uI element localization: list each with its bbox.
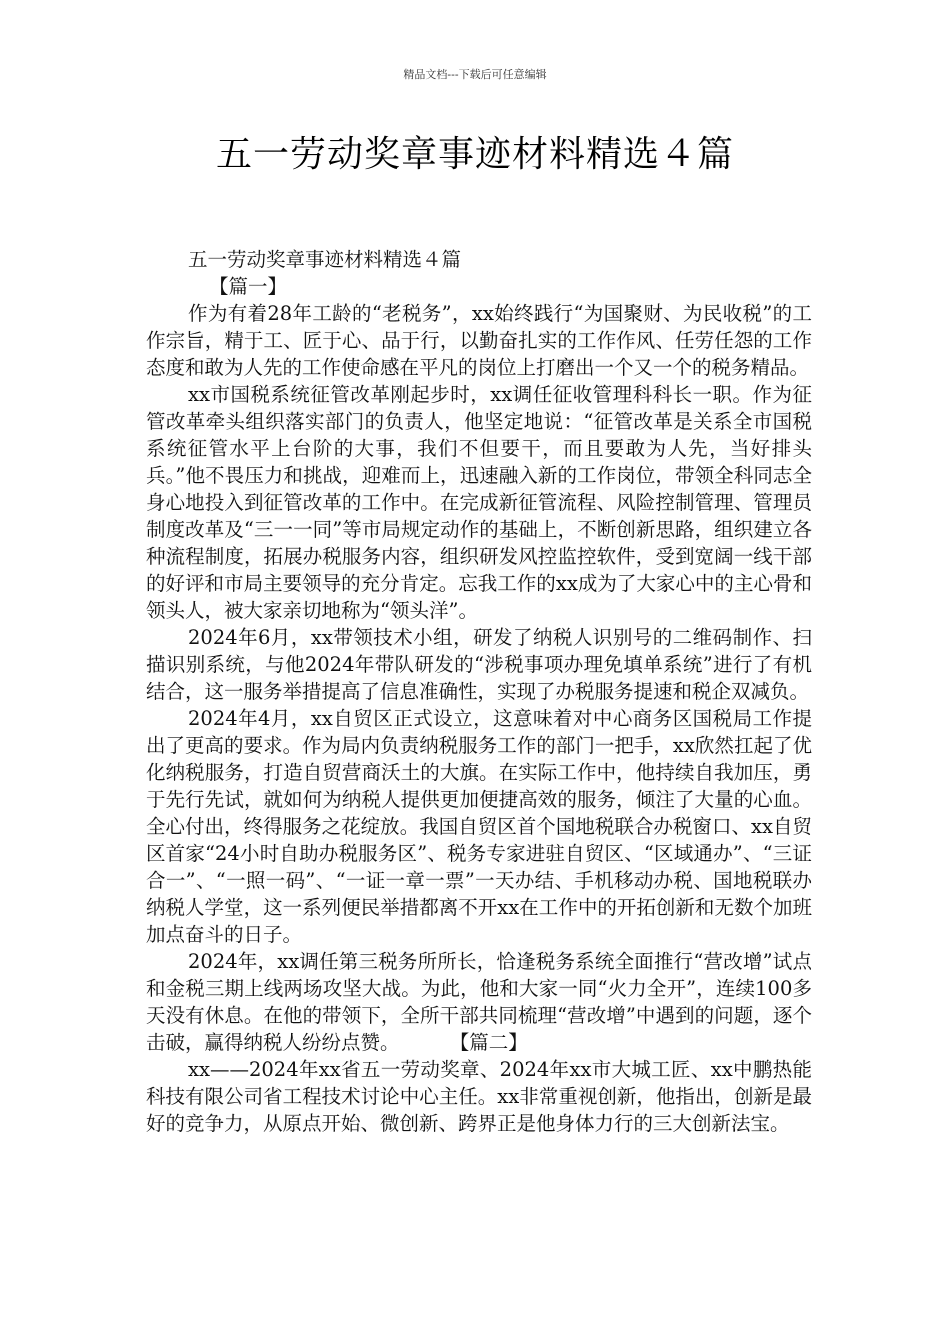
- subtitle: 五一劳动奖章事迹材料精选４篇: [188, 248, 462, 271]
- paragraph: 作为有着28年工龄的“老税务”，xx始终践行“为国聚财、为民收税”的工作宗旨，精于工、匠于心、品于行，以勤奋扎实的工作作风、任劳任怨的工作态度和敢为人先的工作使命感在平凡的岗位上打磨出一个又一个的税务精品。: [146, 302, 812, 379]
- paragraph: 2024年6月，xx带领技术小组，研发了纳税人识别号的二维码制作、扫描识别系统，与他2024年带队研发的“涉税事项办理免填单系统”进行了有机结合，这一服务举措提高了信息准确性，实现了办税服务提速和税企双减负。: [146, 626, 812, 703]
- paragraph: xx市国税系统征管改革刚起步时，xx调任征收管理科科长一职。作为征管改革牵头组织落实部门的负责人，他坚定地说：“征管改革是关系全市国税系统征管水平上台阶的大事，我们不但要干，而且要敢为人先，当好排头兵。”他不畏压力和挑战，迎难而上，迅速融入新的工作岗位，带领全科同志全身心地投入到征管改革的工作中。在完成新征管流程、风险控制管理、管理员制度改革及“三一一同”等市局规定动作的基础上，不断创新思路，组织建立各种流程制度，拓展办税服务内容，组织研发风控监控软件，受到宽阔一线干部的好评和市局主要领导的充分肯定。忘我工作的xx成为了大家心中的主心骨和领头人，被大家亲切地称为“领头洋”。: [146, 383, 812, 622]
- paragraph: 2024年4月，xx自贸区正式设立，这意味着对中心商务区国税局工作提出了更高的要求。作为局内负责纳税服务工作的部门一把手，xx欣然扛起了优化纳税服务，打造自贸营商沃土的大旗。在实际工作中，他持续自我加压，勇于先行先试，就如何为纳税人提供更加便捷高效的服务，倾注了大量的心血。全心付出，终得服务之花绽放。我国自贸区首个国地税联合办税窗口、xx自贸区首家“24小时自助办税服务区”、税务专家进驻自贸区、“区域通办”、“三证合一”、“一照一码”、“一证一章一票”一天办结、手机移动办税、国地税联办纳税人学堂，这一系列便民举措都离不开xx在工作中的开拓创新和无数个加班加点奋斗的日子。: [146, 707, 812, 946]
- header-note: 精品文档---下载后可任意编辑: [403, 68, 547, 81]
- section-heading-1: 【篇一】: [209, 275, 288, 298]
- section-heading-2: 【篇二】: [459, 1031, 528, 1054]
- document-body: [146, 246, 812, 1137]
- paragraph: [146, 948, 812, 1056]
- document-title: 五一劳动奖章事迹材料精选４篇: [215, 134, 734, 175]
- paragraph-text: 2024年，xx调任第三税务所所长，恰逢税务系统全面推行“营改增”试点和金税三期上线两场攻坚大战。为此，他和大家一同“火力全开”，连续100多天没有休息。在他的带领下，全所干部共同梳理“营改增”中遇到的问题，逐个击破，赢得纳税人纷纷点赞。: [146, 950, 812, 1054]
- paragraph: xx——2024年xx省五一劳动奖章、2024年xx市大城工匠、xx中鹏热能科技有限公司省工程技术讨论中心主任。xx非常重视创新，他指出，创新是最好的竞争力，从原点开始、微创新、跨界正是他身体力行的三大创新法宝。: [146, 1058, 812, 1135]
